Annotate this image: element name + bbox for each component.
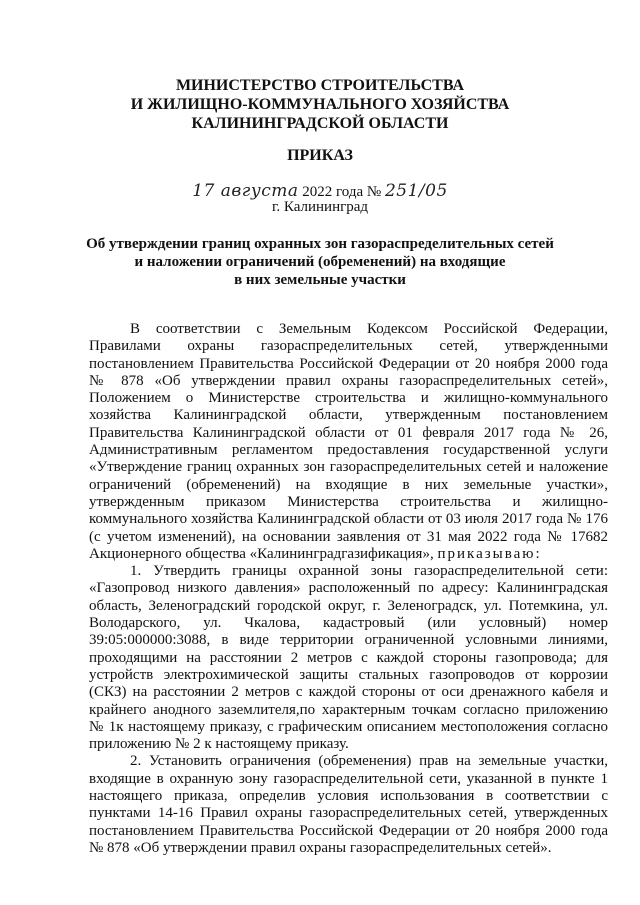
preamble-text: В соответствии с Земельным Кодексом Российской Федерации, Правилами охраны газораспределительных сетей, утвержденными постановлением Правительства Российской Федерации от 20 ноября 2000 года № 878 «Об утверждении правил охраны газораспределительных сетей», Положением о Министерстве строительства и жилищно-коммунального хозяйства Калининградской области, утвержденным постановлением Правительства Калининградской области от 01 февраля 2017 года № 26, Административным регламентом предоставления государственной услуги «Утверждение границ охранных зон газораспределительных сетей и наложение ограничений (обременений) на входящие в них земельные участки», утвержденным приказом Министерства строительства и жилищно-коммунального хозяйства Калининградской области от 03 июля 2017 года № 176 (с учетом изменений), на основании заявления от 31 мая 2022 года № 17682 Акционерного общества «Калининградгазификация», <box>89 321 608 562</box>
header-line-3: КАЛИНИНГРАДСКОЙ ОБЛАСТИ <box>191 115 449 132</box>
order-keyword: приказываю: <box>437 545 542 562</box>
order-title: ПРИКАЗ <box>287 147 353 164</box>
subject-line-1: Об утверждении границ охранных зон газораспределительных сетей <box>86 236 554 252</box>
clause-1-paragraph: 1. Утвердить границы охранной зоны газораспределительной сети: «Газопровод низкого давления» расположенный по адресу: Калининградская область, Зеленоградский городской округ, г. Зеленоградск, ул. Потемкина, ул. Володарского, ул. Чкалова, кадастровый (или условный) номер 39:05:000000:3088, в виде территории ограниченной условными линиями, проходящими на расстоянии 2 метров с каждой стороны газопровода; для устройств электрохимической защиты стальных газопроводов от коррозии (СКЗ) на расстоянии 2 метров с каждой стороны от оси дренажного кабеля и крайнего анодного заземлителя,по характерным точкам согласно приложению № 1к настоящему приказу, с графическим описанием местоположения согласно приложению № 2 к настоящему приказу. <box>89 563 608 753</box>
preamble-paragraph <box>89 321 608 563</box>
subject-line-3: в них земельные участки <box>234 272 406 288</box>
subject-line-2: и наложении ограничений (обременений) на входящие <box>134 254 506 270</box>
handwritten-number: 251/05 <box>384 181 448 201</box>
city: г. Калининград <box>271 199 369 215</box>
order-date-line <box>0 181 640 201</box>
clause-2-paragraph: 2. Установить ограничения (обременения) прав на земельные участки, входящие в охранную зону газораспределительной сети, указанной в пункте 1 настоящего приказа, определив условия использования в соответствии с пунктами 14-16 Правил охраны газораспределительных сетей, утвержденных постановлением Правительства Российской Федерации от 20 ноября 2000 года № 878 «Об утверждении правил охраны газораспределительных сетей». <box>89 753 608 856</box>
order-subject <box>0 235 640 289</box>
header-line-1: МИНИСТЕРСТВО СТРОИТЕЛЬСТВА <box>175 77 465 94</box>
order-body <box>89 321 608 857</box>
handwritten-date: 17 августа <box>192 181 299 201</box>
header-line-2: И ЖИЛИЩНО-КОММУНАЛЬНОГО ХОЗЯЙСТВА <box>130 96 510 113</box>
ministry-header <box>0 76 640 133</box>
printed-date: 2022 года № <box>302 184 382 200</box>
